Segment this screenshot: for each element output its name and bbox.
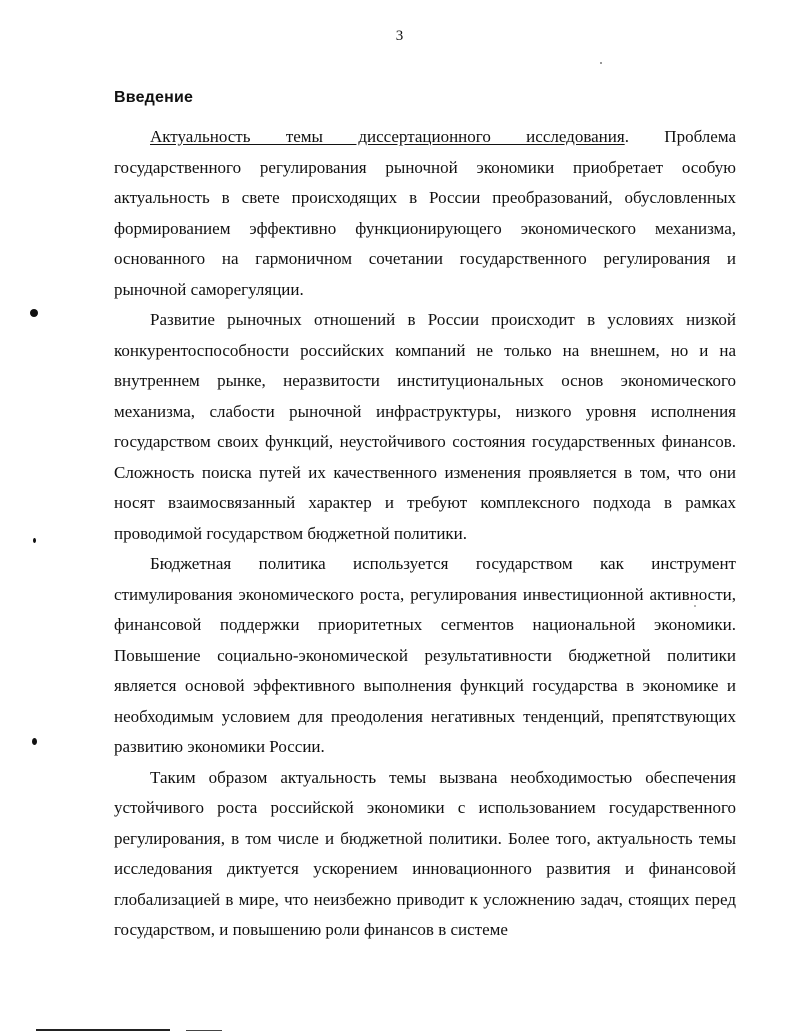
scan-dot-3 bbox=[32, 738, 37, 745]
footer-rule bbox=[36, 1029, 170, 1031]
body-text bbox=[114, 122, 736, 946]
scan-dot-4 bbox=[600, 62, 602, 64]
paragraph-2: Развитие рыночных отношений в России происходит в условиях низкой конкурентоспособности российских компаний не только на внешнем, но и на внутреннем рынке, неразвитости институциональных основ экономического механизма, слабости рыночной инфраструктуры, низкого уровня исполнения государством своих функций, неустойчивого состояния государственных финансов. Сложность поиска путей их качественного изменения проявляется в том, что они носят взаимосвязанный характер и требуют комплексного подхода в рамках проводимой государством бюджетной политики. bbox=[114, 310, 736, 543]
scan-dot-1 bbox=[30, 309, 38, 317]
paragraph-3: Бюджетная политика используется государством как инструмент стимулирования экономического роста, регулирования инвестиционной активности, финансовой поддержки приоритетных сегментов национальной экономики. Повышение социально-экономической результативности бюджетной политики является основой эффективного выполнения функций государства в экономике и необходимым условием для преодоления негативных тенденций, препятствующих развитию экономики России. bbox=[114, 554, 736, 756]
paragraph-1 bbox=[114, 122, 736, 305]
page-number: 3 bbox=[395, 28, 404, 44]
paragraph-4: Таким образом актуальность темы вызвана необходимостью обеспечения устойчивого роста российской экономики с использованием государственного регулирования, в том числе и бюджетной политики. Более того, актуальность темы исследования диктуется ускорением инновационного развития и финансовой глобализацией в мире, что неизбежно приводит к усложнению задач, стоящих перед государством, и повышению роли финансов в системе bbox=[114, 767, 736, 939]
scan-dot-2 bbox=[33, 538, 36, 543]
section-heading: Введение bbox=[114, 89, 194, 106]
paragraph-text: . Проблема государственного регулирования рыночной экономики приобретает особую актуальность в свете происходящих в России преобразований, обусловленных формированием эффективно функционирующего экономического механизма, основанного на гармоничном сочетании государственного регулирования и рыночной саморегуляции. bbox=[114, 127, 737, 299]
scan-dot-5 bbox=[694, 605, 696, 607]
paragraph-lead: Актуальность темы диссертационного исследования bbox=[150, 127, 625, 146]
footer-rule-short bbox=[186, 1030, 222, 1031]
